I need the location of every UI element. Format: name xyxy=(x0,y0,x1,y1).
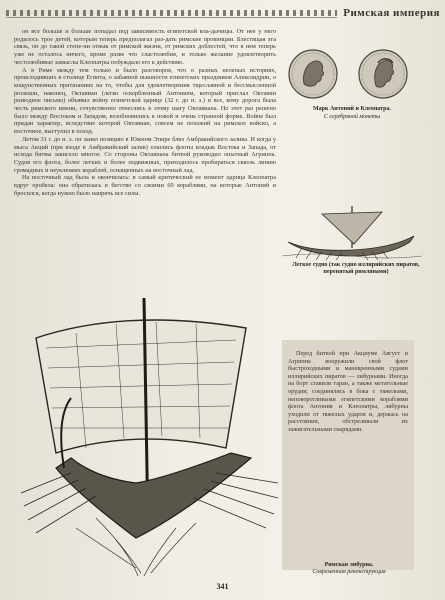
sidebar-text xyxy=(288,350,408,434)
main-text xyxy=(14,28,276,197)
paragraph: На восточный лад была и окончилась: в самый критический ее момент царица Клеопатра вдруг оробела: она обратилась в бегство со своими 60 кораблями, на которые Антоний и бросился, когда нужно было напрячь все силы. xyxy=(14,174,276,197)
page-number: 341 xyxy=(216,582,229,591)
light-boat-illustration xyxy=(282,198,422,260)
liburna-illustration xyxy=(16,278,282,578)
coin-caption xyxy=(286,106,418,121)
liburna-caption-sub: Современная реконструкция xyxy=(312,569,386,576)
coin-caption-sub: С серебряной монеты xyxy=(323,113,381,120)
page-header xyxy=(6,3,440,23)
paragraph: Летом 31 г. до н. э. он занял позицию в Южном Эпире близ Амбракийского залива. И когда у мыса Акций (при входе в Амбракийский залив) сошлись флоты владык Востока и Запада, от исхода битвы зависело многое. Со стороны Октавиана битвой руководил опытный Агриппа. Судов его флота, более легких и более подвижных, приходилось пробираться сквозь линию громадных и неуклюжих кораблей, оснащенных на восточный лад. xyxy=(14,135,276,174)
coin-caption-title: Марк Антоний и Клеопатра. xyxy=(313,106,391,112)
liburna-caption-title: Римская либурна. xyxy=(324,562,374,568)
liburna-caption xyxy=(284,562,414,577)
header-ornament xyxy=(6,8,337,18)
paragraph: он все больше и больше попадал под зависимость египетской вла-дычицы. От нее у него родилось трое детей, которым теперь предполагал раз-дать римские провинции. Блестящая эта связь, он до такой степе-ни отвык от римской жизни, от римских доблестей, что в нем теперь уже не осталось ничего, кроме разве что сластолюбия, и только желание удовлетворить честолюбивые замыслы Клеопатры побуждало его к действию. xyxy=(14,28,276,66)
coin-illustration xyxy=(286,46,412,102)
sidebar-paragraph: Перед битвой при Акциуме Август и Агриппа вооружили свой флот быстроходными и маневренными судами иллирийских пиратов — либурнами. Иногда на борт ставили таран, а также метательные орудия; соединялись в бока с тяжелыми, неповоротливыми египетскими кораблями флота Антония и Клеопатры, либурны уходили от тяжелых ударов и, держась на расстоянии, обстреливали их зажигательными снарядами. xyxy=(288,350,408,433)
running-head: Римская империя xyxy=(343,7,440,19)
paragraph: А в Риме между тем только и было разговоров, что о разных нелепых историях, происходивших в столице Египта, о забавной пышности египетских праздников Александрии, о кощунственных притязаниях на то, чтобы для удовлетворения тщеславной и бессмысленной роскоши, наконец, Октавиан (легко оскорбленный Антонием, который прислал Октавии разводное письмо) объявил войну египетской царице (32 г. до н. э.) и все, кому дорога была честь римского имени, сочувственно отнеслись к этому шагу Октавиана. Но этот раз решено было между Востоком и Западом, возобновились в новой и очень странной форме. Войне был придан характер, вследствие которой Октавиан, совсем не похожий на римское войско, а восточное, выступил в поход. xyxy=(14,66,276,136)
boat-caption: Легкое судно (так судно иллирийских пиратов, перенятый римлянами) xyxy=(292,262,420,276)
